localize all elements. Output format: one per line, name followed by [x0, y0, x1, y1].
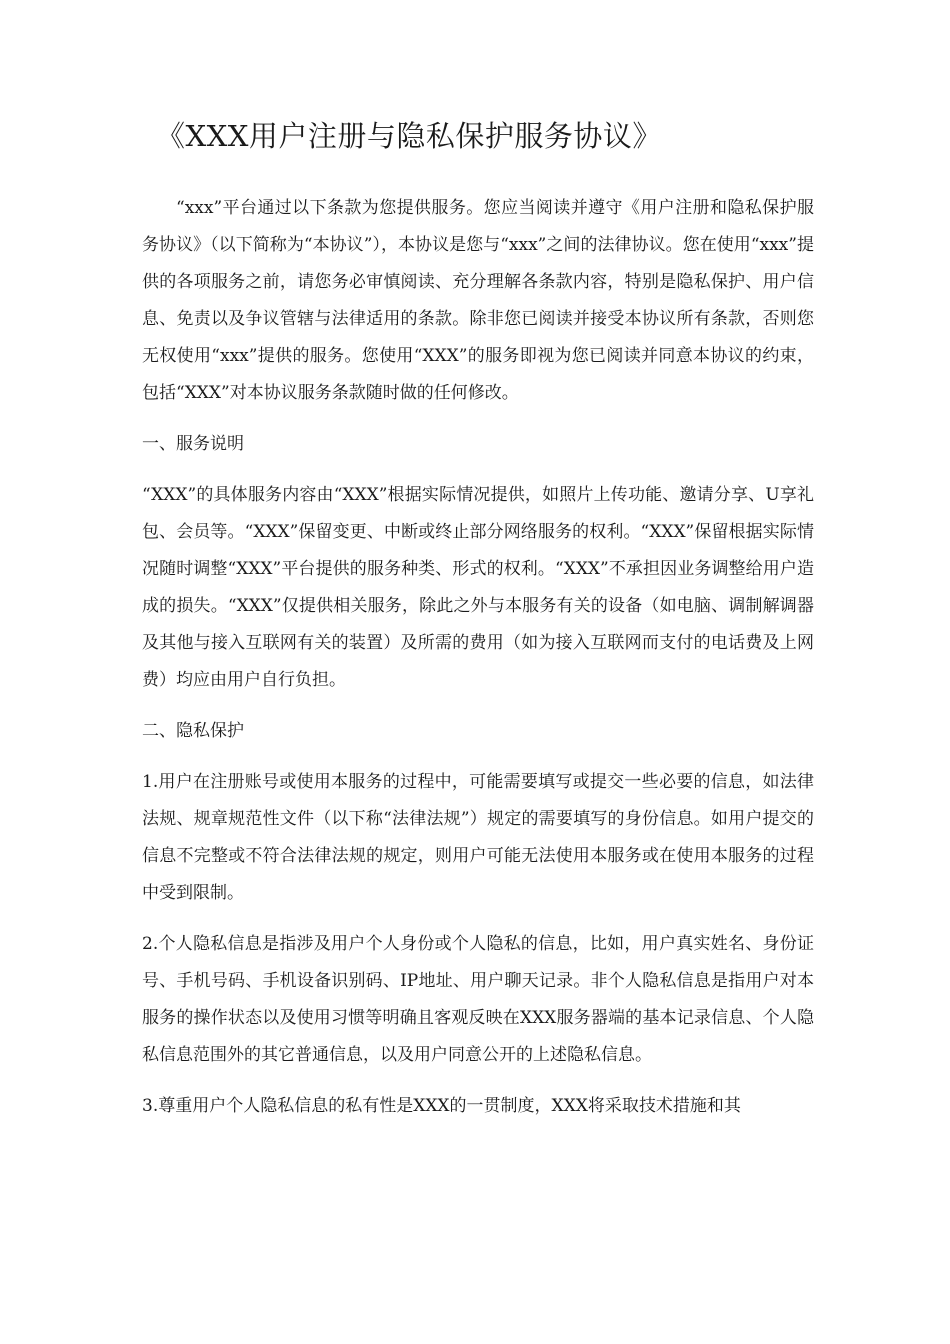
section-paragraph: “XXX”的具体服务内容由“XXX”根据实际情况提供，如照片上传功能、邀请分享、U享礼包、会员等。“XXX”保留变更、中断或终止部分网络服务的权利。“XXX”保留根据实际情况随时调整“XXX”平台提供的服务种类、形式的权利。“XXX”不承担因业务调整给用户造成的损失。“XXX”仅提供相关服务，除此之外与本服务有关的设备（如电脑、调制解调器及其他与接入互联网有关的装置）及所需的费用（如为接入互联网而支付的电话费及上网费）均应由用户自行负担。 — [142, 484, 814, 690]
section-heading: 一、服务说明 — [142, 433, 244, 454]
document-page — [142, 118, 814, 1139]
section-service-description — [142, 426, 814, 699]
section-paragraph: 2.个人隐私信息是指涉及用户个人身份或个人隐私的信息，比如，用户真实姓名、身份证号、手机号码、手机设备识别码、IP地址、用户聊天记录。非个人隐私信息是指用户对本服务的操作状态以及使用习惯等明确且客观反映在XXX服务器端的基本记录信息、个人隐私信息范围外的其它普通信息，以及用户同意公开的上述隐私信息。 — [142, 933, 814, 1065]
document-title: 《XXX用户注册与隐私保护服务协议》 — [156, 119, 662, 153]
intro-paragraph: “xxx”平台通过以下条款为您提供服务。您应当阅读并遵守《用户注册和隐私保护服务协议》（以下简称为“本协议”），本协议是您与“xxx”之间的法律协议。您在使用“xxx”提供的各项服务之前，请您务必审慎阅读、充分理解各条款内容，特别是隐私保护、用户信息、免责以及争议管辖与法律适用的条款。除非您已阅读并接受本协议所有条款，否则您无权使用“xxx”提供的服务。您使用“XXX”的服务即视为您已阅读并同意本协议的约束，包括“XXX”对本协议服务条款随时做的任何修改。 — [142, 197, 814, 403]
section-paragraph: 1.用户在注册账号或使用本服务的过程中，可能需要填写或提交一些必要的信息，如法律法规、规章规范性文件（以下称“法律法规”）规定的需要填写的身份信息。如用户提交的信息不完整或不符合法律法规的规定，则用户可能无法使用本服务或在使用本服务的过程中受到限制。 — [142, 771, 814, 903]
section-privacy-protection — [142, 713, 814, 1125]
section-heading: 二、隐私保护 — [142, 720, 244, 741]
section-paragraph: 3.尊重用户个人隐私信息的私有性是XXX的一贯制度，XXX将采取技术措施和其 — [142, 1095, 741, 1116]
